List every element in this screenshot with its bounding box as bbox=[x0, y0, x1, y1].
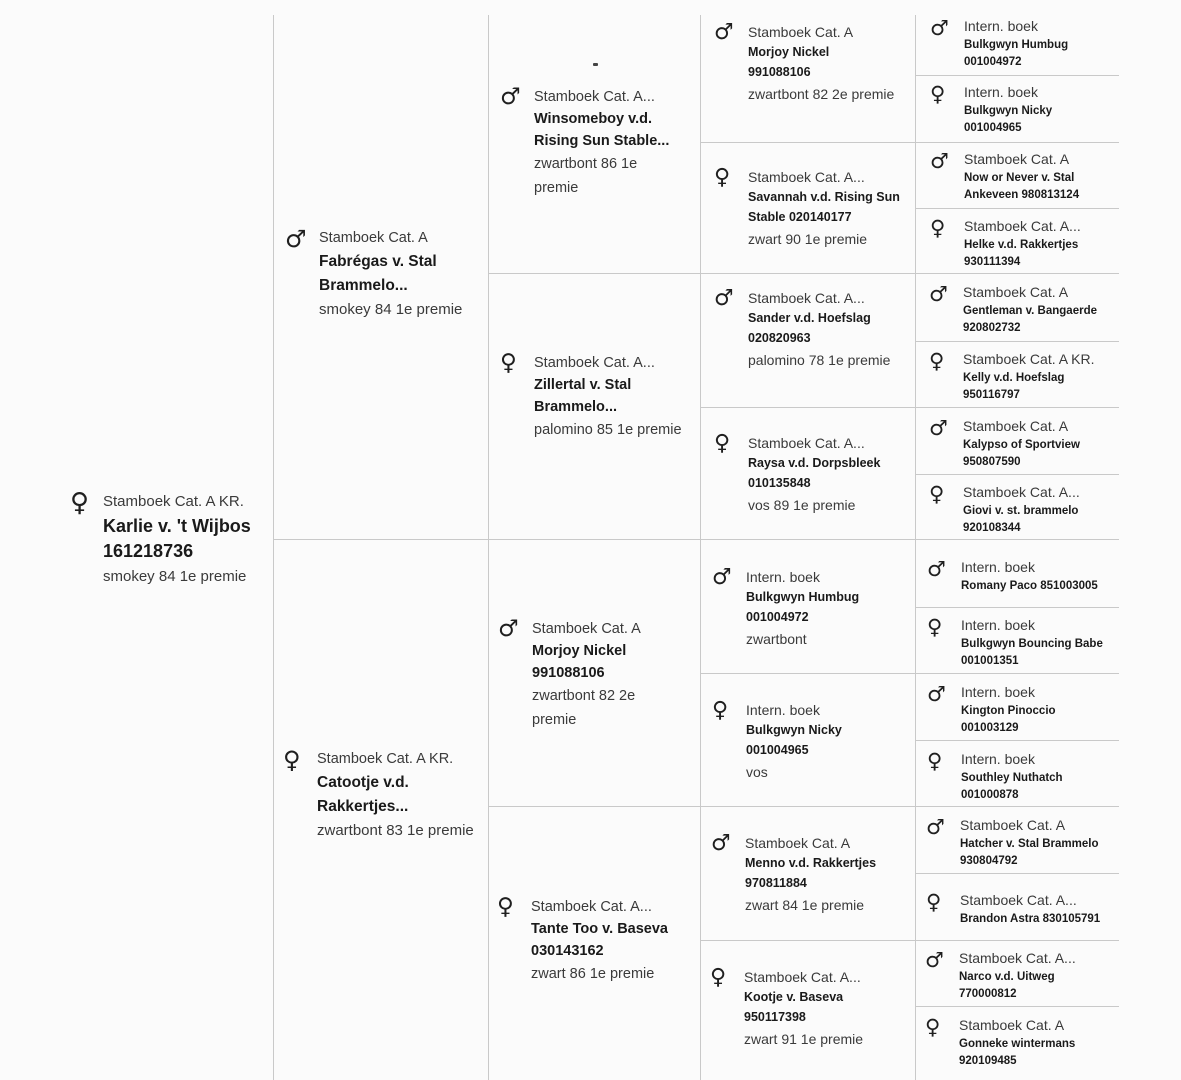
horse-name: Zillertal v. Stal Brammelo... bbox=[534, 377, 632, 415]
horse-category: Stamboek Cat. A bbox=[963, 284, 1069, 300]
horse-name: Gonneke wintermans bbox=[959, 1038, 1076, 1050]
horse-name: Hatcher v. Stal Brammelo 930804792 bbox=[960, 838, 1099, 867]
horse-name: Kington Pinoccio bbox=[961, 705, 1056, 717]
male-icon: ♂ bbox=[929, 282, 948, 306]
horse-category: Stamboek Cat. A bbox=[960, 817, 1066, 833]
horse-name: Brandon Astra 830105791 bbox=[960, 913, 1101, 925]
horse-category: Stamboek Cat. A bbox=[745, 835, 851, 851]
female-icon: ♀ bbox=[930, 82, 946, 106]
horse-name: Morjoy Nickel bbox=[748, 45, 830, 59]
horse-name: Morjoy Nickel bbox=[532, 643, 627, 659]
horse-registration: 001004972 bbox=[746, 610, 809, 624]
horse-registration: 010135848 bbox=[748, 476, 811, 490]
horse-category: Stamboek Cat. A... bbox=[748, 169, 865, 185]
horse-registration: 001004965 bbox=[746, 743, 809, 757]
horse-name: Fabrégas v. Stal Brammelo... bbox=[319, 253, 437, 294]
female-icon: ♀ bbox=[714, 165, 731, 190]
horse-category: Stamboek Cat. A... bbox=[963, 484, 1080, 500]
row-divider bbox=[700, 142, 1119, 143]
horse-registration: 920802732 bbox=[963, 322, 1021, 334]
horse-registration: 920109485 bbox=[959, 1055, 1017, 1067]
horse-registration: 161218736 bbox=[103, 541, 194, 561]
male-icon: ♂ bbox=[711, 831, 731, 856]
horse-category: Stamboek Cat. A bbox=[959, 1017, 1065, 1033]
horse-color: zwart 90 1e premie bbox=[748, 231, 868, 247]
horse-category: Stamboek Cat. A... bbox=[960, 892, 1077, 908]
horse-name: Catootje v.d. Rakkertjes... bbox=[317, 774, 409, 815]
horse-registration: 770000812 bbox=[959, 988, 1017, 1000]
female-icon: ♀ bbox=[70, 488, 90, 518]
horse-color: zwartbont bbox=[746, 631, 807, 647]
horse-category: Stamboek Cat. A... bbox=[748, 290, 865, 306]
horse-registration: 930111394 bbox=[964, 256, 1021, 268]
column-divider bbox=[488, 15, 489, 1080]
horse-name: Savannah v.d. Rising Sun Stable 020140177 bbox=[748, 190, 900, 224]
male-icon: ♂ bbox=[930, 16, 949, 40]
female-icon: ♀ bbox=[927, 749, 943, 773]
male-icon: ♂ bbox=[714, 20, 734, 45]
horse-name: Bulkgwyn Nicky bbox=[964, 105, 1053, 117]
horse-category: Stamboek Cat. A... bbox=[959, 950, 1076, 966]
horse-registration: 950807590 bbox=[963, 456, 1021, 468]
male-icon: ♂ bbox=[927, 557, 946, 581]
male-icon: ♂ bbox=[930, 149, 949, 173]
horse-name: Menno v.d. Rakkertjes bbox=[745, 856, 877, 870]
horse-color: palomino 85 1e premie bbox=[534, 422, 682, 438]
horse-name: Helke v.d. Rakkertjes bbox=[964, 239, 1079, 251]
female-icon: ♀ bbox=[929, 349, 945, 373]
horse-color: zwartbont 82 2e premie bbox=[532, 688, 636, 728]
horse-category: Intern. boek bbox=[961, 684, 1035, 700]
horse-name: Bulkgwyn Bouncing Babe bbox=[961, 638, 1103, 650]
scan-speck bbox=[593, 63, 598, 66]
horse-name: Southley Nuthatch bbox=[961, 772, 1063, 784]
horse-name: Giovi v. st. brammelo bbox=[963, 505, 1079, 517]
horse-category: Stamboek Cat. A... bbox=[534, 355, 655, 371]
horse-name: Now or Never v. Stal Ankeveen 980813124 bbox=[964, 172, 1080, 201]
horse-registration: 001004972 bbox=[964, 56, 1022, 68]
horse-category: Stamboek Cat. A... bbox=[744, 969, 861, 985]
horse-category: Intern. boek bbox=[961, 559, 1035, 575]
row-divider bbox=[700, 407, 1119, 408]
row-divider bbox=[915, 208, 1119, 209]
horse-category: Stamboek Cat. A... bbox=[964, 218, 1081, 234]
male-icon: ♂ bbox=[712, 565, 732, 590]
row-divider bbox=[915, 474, 1119, 475]
horse-name: Bulkgwyn Humbug bbox=[964, 39, 1069, 51]
horse-name: Kelly v.d. Hoefslag bbox=[963, 372, 1065, 384]
horse-color: zwartbont 82 2e premie bbox=[748, 86, 895, 102]
horse-name: Gentleman v. Bangaerde bbox=[963, 305, 1097, 317]
horse-category: Stamboek Cat. A... bbox=[534, 89, 655, 105]
female-icon: ♀ bbox=[925, 1015, 941, 1039]
female-icon: ♀ bbox=[714, 431, 731, 456]
horse-category: Stamboek Cat. A bbox=[964, 151, 1070, 167]
row-divider bbox=[488, 806, 1119, 807]
horse-color: zwart 86 1e premie bbox=[531, 966, 655, 982]
male-icon: ♂ bbox=[498, 616, 519, 642]
male-icon: ♂ bbox=[927, 682, 946, 706]
horse-registration: 950117398 bbox=[744, 1010, 806, 1024]
horse-registration: 001004965 bbox=[964, 122, 1022, 134]
horse-color: zwartbont 86 1e premie bbox=[534, 156, 638, 196]
row-divider bbox=[915, 1006, 1119, 1007]
female-icon: ♀ bbox=[500, 350, 517, 376]
horse-category: Stamboek Cat. A bbox=[748, 24, 854, 40]
horse-category: Stamboek Cat. A KR. bbox=[963, 351, 1095, 367]
female-icon: ♀ bbox=[930, 216, 946, 240]
horse-color: vos bbox=[746, 764, 768, 780]
horse-category: Intern. boek bbox=[961, 751, 1035, 767]
horse-category: Intern. boek bbox=[961, 617, 1035, 633]
male-icon: ♂ bbox=[926, 815, 945, 839]
horse-registration: 920108344 bbox=[963, 522, 1021, 534]
male-icon: ♂ bbox=[285, 225, 307, 253]
horse-registration: 970811884 bbox=[745, 876, 807, 890]
horse-color: smokey 84 1e premie bbox=[103, 568, 247, 585]
horse-name: Bulkgwyn Nicky bbox=[746, 723, 842, 737]
horse-name: Raysa v.d. Dorpsbleek bbox=[748, 456, 881, 470]
horse-category: Intern. boek bbox=[964, 84, 1038, 100]
horse-color: palomino 78 1e premie bbox=[748, 352, 891, 368]
row-divider bbox=[915, 873, 1119, 874]
column-divider bbox=[915, 15, 916, 1080]
male-icon: ♂ bbox=[714, 286, 734, 311]
male-icon: ♂ bbox=[925, 948, 944, 972]
horse-name: Tante Too v. Baseva bbox=[531, 921, 668, 937]
horse-category: Intern. boek bbox=[746, 569, 820, 585]
horse-name: Narco v.d. Uitweg bbox=[959, 971, 1055, 983]
horse-category: Stamboek Cat. A KR. bbox=[317, 751, 454, 767]
column-divider bbox=[273, 15, 274, 1080]
horse-category: Stamboek Cat. A bbox=[963, 418, 1069, 434]
horse-category: Stamboek Cat. A KR. bbox=[103, 493, 244, 510]
row-divider bbox=[915, 75, 1119, 76]
female-icon: ♀ bbox=[926, 890, 942, 914]
horse-registration: 991088106 bbox=[532, 665, 605, 681]
horse-category: Stamboek Cat. A bbox=[319, 230, 428, 246]
horse-name: Bulkgwyn Humbug bbox=[746, 590, 860, 604]
female-icon: ♀ bbox=[497, 894, 514, 920]
female-icon: ♀ bbox=[712, 698, 729, 723]
horse-registration: 001001351 bbox=[961, 655, 1019, 667]
horse-name: Sander v.d. Hoefslag bbox=[748, 311, 871, 325]
horse-registration: 001000878 bbox=[961, 789, 1019, 801]
horse-registration: 950116797 bbox=[963, 389, 1020, 401]
horse-color: smokey 84 1e premie bbox=[319, 301, 463, 318]
row-divider bbox=[915, 607, 1119, 608]
row-divider bbox=[488, 273, 1119, 274]
horse-name: Karlie v. 't Wijbos bbox=[103, 516, 251, 536]
horse-category: Stamboek Cat. A... bbox=[531, 899, 652, 915]
horse-name: Kalypso of Sportview bbox=[963, 439, 1080, 451]
female-icon: ♀ bbox=[283, 746, 301, 774]
horse-registration: 030143162 bbox=[531, 943, 604, 959]
male-icon: ♂ bbox=[500, 84, 521, 110]
horse-name: Romany Paco 851003005 bbox=[961, 580, 1098, 592]
female-icon: ♀ bbox=[929, 482, 945, 506]
male-icon: ♂ bbox=[929, 416, 948, 440]
female-icon: ♀ bbox=[710, 965, 727, 990]
horse-color: zwart 84 1e premie bbox=[745, 897, 865, 913]
female-icon: ♀ bbox=[927, 615, 943, 639]
row-divider bbox=[273, 539, 1119, 540]
horse-category: Intern. boek bbox=[746, 702, 820, 718]
horse-registration: 001003129 bbox=[961, 722, 1019, 734]
horse-category: Stamboek Cat. A bbox=[532, 621, 641, 637]
horse-registration: 991088106 bbox=[748, 65, 811, 79]
horse-category: Stamboek Cat. A... bbox=[748, 435, 865, 451]
horse-name: Kootje v. Baseva bbox=[744, 990, 844, 1004]
horse-name: Winsomeboy v.d. Rising Sun Stable... bbox=[534, 111, 670, 149]
horse-color: vos 89 1e premie bbox=[748, 497, 856, 513]
row-divider bbox=[700, 940, 1119, 941]
row-divider bbox=[915, 740, 1119, 741]
horse-registration: 020820963 bbox=[748, 331, 811, 345]
horse-color: zwartbont 83 1e premie bbox=[317, 822, 474, 839]
horse-category: Intern. boek bbox=[964, 18, 1038, 34]
horse-color: zwart 91 1e premie bbox=[744, 1031, 864, 1047]
column-divider bbox=[700, 15, 701, 1080]
row-divider bbox=[700, 673, 1119, 674]
row-divider bbox=[915, 341, 1119, 342]
